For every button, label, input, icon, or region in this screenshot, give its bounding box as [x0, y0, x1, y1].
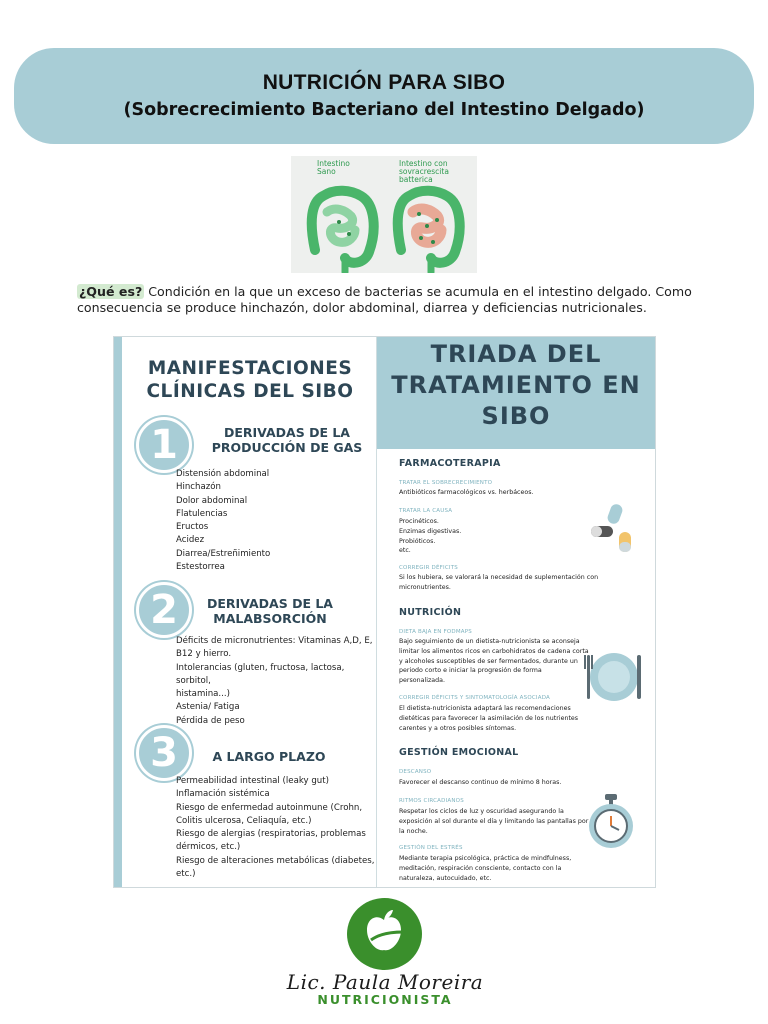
farmaco-sub-3: CORREGIR DÉFICITS	[399, 565, 458, 571]
nutricion-text-1	[399, 637, 589, 686]
farmaco-text-3: Si los hubiera, se valorará la necesidad de suplementación con micronutrientes.	[399, 574, 599, 591]
list-item: Déficits de micronutrientes: Vitaminas A,D, E,	[176, 636, 373, 646]
definition-question: ¿Qué es?	[79, 284, 143, 299]
section-2-heading-line2: MALABSORCIÓN	[213, 611, 327, 626]
triada-title-box	[377, 337, 655, 449]
list-item: etc.)	[176, 869, 196, 880]
apple-icon	[347, 898, 422, 970]
emocional-text-3-line3: naturaleza, autocuidado, etc.	[399, 874, 492, 882]
emocional-sub-3: GESTIÓN DEL ESTRÉS	[399, 845, 463, 851]
section-2-heading-line1: DERIVADAS DE LA	[206, 596, 333, 611]
nutricion-text-2-line2: dietéticas para favorecer la asimilación de los nutrientes	[399, 714, 579, 722]
plate-cutlery-icon	[583, 649, 645, 705]
intestine-comparison-image	[291, 156, 477, 273]
list-item: Hinchazón	[176, 482, 221, 493]
farmaco-text-2-line4: etc.	[399, 547, 411, 555]
nutricion-text-1-line1: Bajo seguimiento de un dietista-nutricionista se aconseja	[399, 638, 580, 645]
farmaco-sub-1: TRATAR EL SOBRECRECIMIENTO	[399, 480, 493, 486]
list-item: Estestorrea	[176, 562, 225, 573]
nutricion-sub-1: DIETA BAJA EN FODMAPS	[399, 629, 472, 635]
list-item: Eructos	[176, 522, 209, 533]
header-banner	[14, 48, 754, 144]
triada-title	[377, 337, 655, 432]
list-item: Riesgo de alergias (respiratorias, problemas	[176, 829, 366, 840]
nutricion-heading: NUTRICIÓN	[399, 607, 462, 618]
label-sibo-3: batterica	[399, 175, 433, 184]
page-title: NUTRICIÓN PARA SIBO	[262, 71, 506, 94]
emocional-text-2-line3: la noche.	[399, 827, 428, 835]
list-item: histamina...)	[176, 689, 230, 700]
emocional-text-3-line2: meditación, respiración consciente, contacto con la	[399, 864, 562, 872]
number-1-badge: 1	[136, 417, 192, 473]
list-item: B12 y hierro.	[176, 649, 232, 660]
list-item: dérmicos, etc.)	[176, 842, 241, 853]
triada-panel	[377, 337, 655, 887]
list-item: Riesgo de alteraciones metabólicas (diabetes,	[176, 855, 375, 866]
nutricion-text-2	[399, 704, 578, 733]
list-item: Distensión abdominal	[176, 469, 270, 479]
list-item: Intolerancias (gluten, fructosa, lactosa, sorbitol,	[176, 662, 345, 686]
label-sibo-2: sovracrescita	[399, 167, 449, 176]
list-item: Acidez	[176, 535, 205, 546]
list-item: Diarrea/Estreñimiento	[176, 548, 271, 559]
list-item: Dolor abdominal	[176, 495, 248, 506]
emocional-sub-2: RITMOS CIRCADIANOS	[399, 798, 464, 804]
manifestaciones-title	[130, 357, 370, 403]
emocional-sub-1: DESCANSO	[399, 769, 432, 775]
farmaco-text-2-line1: Procinéticos.	[399, 518, 439, 525]
emocional-text-2-line1: Respetar los ciclos de luz y oscuridad asegurando la	[399, 808, 564, 815]
farmaco-text-2-line3: Probióticos.	[399, 537, 436, 545]
list-item: Permeabilidad intestinal (leaky gut)	[176, 776, 329, 786]
label-healthy-2: Sano	[317, 167, 336, 176]
intestine-illustration-icon	[291, 156, 477, 273]
nutricion-text-2-line3: carentes y a otros posibles síntomas.	[399, 724, 517, 732]
emocional-text-1: Favorecer el descanso continuo de mínimo 8 horas.	[399, 779, 562, 786]
gestion-emocional-heading: GESTIÓN EMOCIONAL	[399, 747, 519, 758]
nutricion-sub-2: CORREGIR DÉFICITS Y SINTOMATOLOGÍA ASOCIADA	[399, 695, 550, 701]
section-1-heading-line1: DERIVADAS DE LA	[223, 425, 350, 440]
list-item: Flatulencias	[176, 508, 228, 519]
number-2-badge: 2	[136, 582, 192, 638]
section-1-heading-line2: PRODUCCIÓN DE GAS	[211, 440, 363, 455]
pills-icon	[589, 502, 641, 557]
farmaco-sub-2: TRATAR LA CAUSA	[399, 508, 453, 514]
definition-paragraph	[77, 284, 697, 316]
nutricion-text-2-line1: El dietista-nutricionista adaptará las recomendaciones	[399, 705, 571, 712]
triada-title-line2: TRATAMIENTO EN	[391, 371, 641, 399]
farmaco-text-2	[399, 517, 461, 556]
nutricion-text-1-line2: limitar los alimentos ricos en carbohidratos de cadena corta	[399, 647, 589, 655]
emocional-text-2	[399, 807, 588, 836]
manifestaciones-panel	[114, 337, 377, 887]
nutricion-text-1-line3: y alcoholes susceptibles de ser fermentados, durante un	[399, 657, 578, 665]
infographic	[113, 336, 656, 888]
number-3-badge: 3	[136, 725, 192, 781]
section-2-list	[176, 635, 376, 728]
logo-apple-icon	[347, 898, 422, 970]
list-item: Astenia/ Fatiga	[176, 702, 240, 713]
list-item: Riesgo de enfermedad autoinmune (Crohn,	[176, 802, 363, 813]
emocional-text-2-line2: exposición al sol durante el día y limitando las pantallas por	[399, 817, 589, 825]
section-1-list	[176, 468, 270, 574]
list-item: Colitis ulcerosa, Celiaquía, etc.)	[176, 815, 312, 826]
page-subtitle: (Sobrecrecimiento Bacteriano del Intestino Delgado)	[123, 100, 645, 120]
emocional-text-3-line1: Mediante terapia psicológica, práctica de mindfulness,	[399, 855, 572, 862]
triada-title-line1: TRIADA DEL	[430, 340, 602, 368]
list-item: Pérdida de peso	[176, 715, 245, 726]
section-2-heading	[200, 596, 340, 626]
logo-name: Lic. Paula Moreira	[286, 970, 484, 994]
label-sibo-1: Intestino con	[399, 159, 448, 168]
triada-title-line3: SIBO	[481, 402, 551, 430]
emocional-text-3	[399, 854, 571, 883]
manifestaciones-title-line2: CLÍNICAS DEL SIBO	[146, 381, 354, 402]
farmaco-text-1: Antibióticos farmacológicos vs. herbáceos.	[399, 489, 534, 496]
manifestaciones-title-line1: MANIFESTACIONES	[147, 358, 353, 379]
section-3-heading: A LARGO PLAZO	[212, 749, 326, 764]
section-3-list	[176, 775, 375, 881]
label-healthy-1: Intestino	[317, 159, 350, 168]
section-1-heading	[202, 425, 372, 455]
logo-title: NUTRICIONISTA	[317, 992, 453, 1007]
definition-text: Condición en la que un exceso de bacterias se acumula en el intestino delgado. Como consecuencia se produce hinchazón, dolor abdominal, diarrea y deficiencias nutricionales.	[77, 284, 692, 315]
list-item: Inflamación sistémica	[176, 789, 270, 800]
farmacoterapia-heading: FARMACOTERAPIA	[399, 458, 501, 469]
farmaco-text-2-line2: Enzimas digestivas.	[399, 527, 462, 535]
nutricion-text-1-line4: periodo corto e iniciar la progresión de forma	[399, 667, 542, 675]
stopwatch-icon	[583, 792, 639, 850]
nutricion-text-1-line5: personalizada.	[399, 677, 445, 685]
